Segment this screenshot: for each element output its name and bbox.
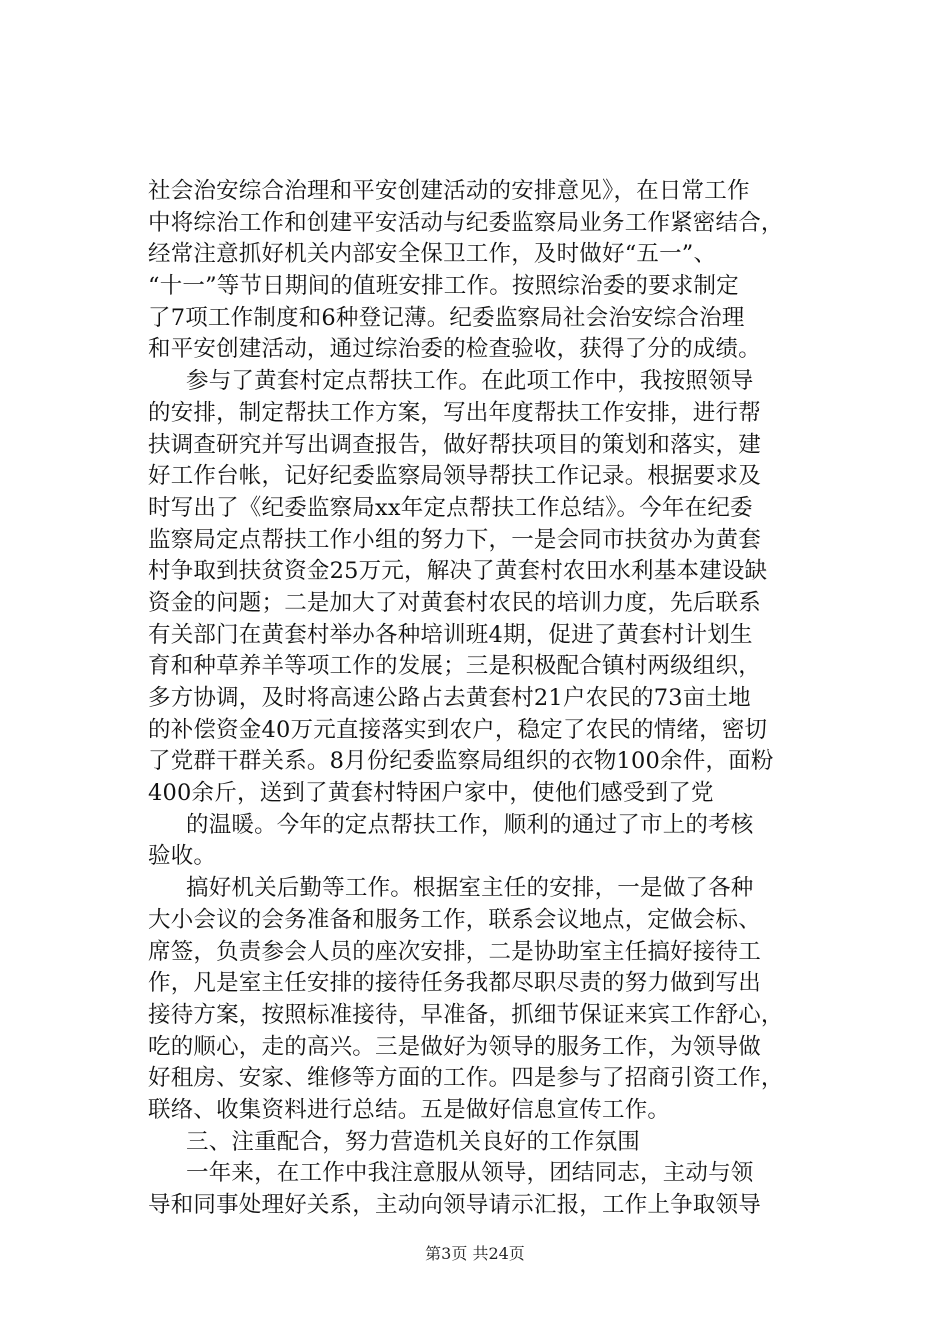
text-line: 了7项工作制度和6种登记薄。纪委监察局社会治安综合治理 [148, 304, 745, 331]
text-line: 育和种草养羊等项工作的发展；三是积极配合镇村两级组织， [148, 653, 761, 680]
text-line: 好工作台帐，记好纪委监察局领导帮扶工作记录。根据要求及 [148, 463, 761, 490]
text-line: 监察局定点帮扶工作小组的努力下，一是会同市扶贫办为黄套 [148, 526, 761, 553]
text-line: 一年来，在工作中我注意服从领导，团结同志，主动与领 [186, 1160, 754, 1187]
text-line: 了党群干群关系。8月份纪委监察局组织的衣物100余件，面粉 [148, 748, 774, 775]
text-line: 参与了黄套村定点帮扶工作。在此项工作中，我按照领导 [186, 368, 754, 395]
text-line: 联络、收集资料进行总结。五是做好信息宣传工作。 [148, 1096, 671, 1123]
text-line: 三、注重配合，努力营造机关良好的工作氛围 [186, 1128, 641, 1155]
text-line: 的温暖。今年的定点帮扶工作，顺利的通过了市上的考核 [186, 811, 754, 838]
text-line: 搞好机关后勤等工作。根据室主任的安排，一是做了各种 [186, 875, 754, 902]
text-line: 大小会议的会务准备和服务工作，联系会议地点，定做会标、 [148, 906, 761, 933]
text-line: 社会治安综合治理和平安创建活动的安排意见》，在日常工作 [148, 178, 750, 204]
body-text [148, 176, 838, 1222]
text-line: 的安排，制定帮扶工作方案，写出年度帮扶工作安排，进行帮 [148, 399, 761, 426]
text-line: 多方协调，及时将高速公路占去黄套村21户农民的73亩土地 [148, 685, 751, 711]
text-line: 村争取到扶贫资金25万元，解决了黄套村农田水利基本建设缺 [148, 558, 768, 585]
text-line: 导和同事处理好关系，主动向领导请示汇报，工作上争取领导 [148, 1192, 761, 1218]
text-line: 资金的问题；二是加大了对黄套村农民的培训力度，先后联系 [148, 589, 761, 616]
text-line: 吃的顺心，走的高兴。三是做好为领导的服务工作，为领导做 [148, 1033, 761, 1060]
text-line: 有关部门在黄套村举办各种培训班4期，促进了黄套村计划生 [148, 621, 753, 648]
text-line: 400余斤，送到了黄套村特困户家中，使他们感受到了党 [148, 780, 714, 807]
text-line: 扶调查研究并写出调查报告，做好帮扶项目的策划和落实，建 [148, 431, 761, 458]
text-line: 和平安创建活动，通过综治委的检查验收，获得了分的成绩。 [148, 336, 761, 363]
text-line: 中将综治工作和创建平安活动与纪委监察局业务工作紧密结合， [148, 209, 784, 236]
text-line: 经常注意抓好机关内部安全保卫工作，及时做好“五一”、 [148, 241, 717, 268]
text-line: 好租房、安家、维修等方面的工作。四是参与了招商引资工作， [148, 1065, 784, 1092]
text-line: 时写出了《纪委监察局xx年定点帮扶工作总结》。今年在纪委 [148, 494, 753, 521]
text-line: 作，凡是室主任安排的接待任务我都尽职尽责的努力做到写出 [148, 970, 761, 997]
text-line: 接待方案，按照标准接待，早准备，抓细节保证来宾工作舒心， [148, 1001, 784, 1028]
text-line: 的补偿资金40万元直接落实到农户，稳定了农民的情绪，密切 [148, 716, 768, 743]
page-footer: 第3页 共24页 [425, 1244, 525, 1263]
text-line: 席签，负责参会人员的座次安排，二是协助室主任搞好接待工 [148, 938, 761, 965]
text-line: 验收。 [148, 843, 217, 870]
text-line: “十一”等节日期间的值班安排工作。按照综治委的要求制定 [148, 273, 739, 300]
